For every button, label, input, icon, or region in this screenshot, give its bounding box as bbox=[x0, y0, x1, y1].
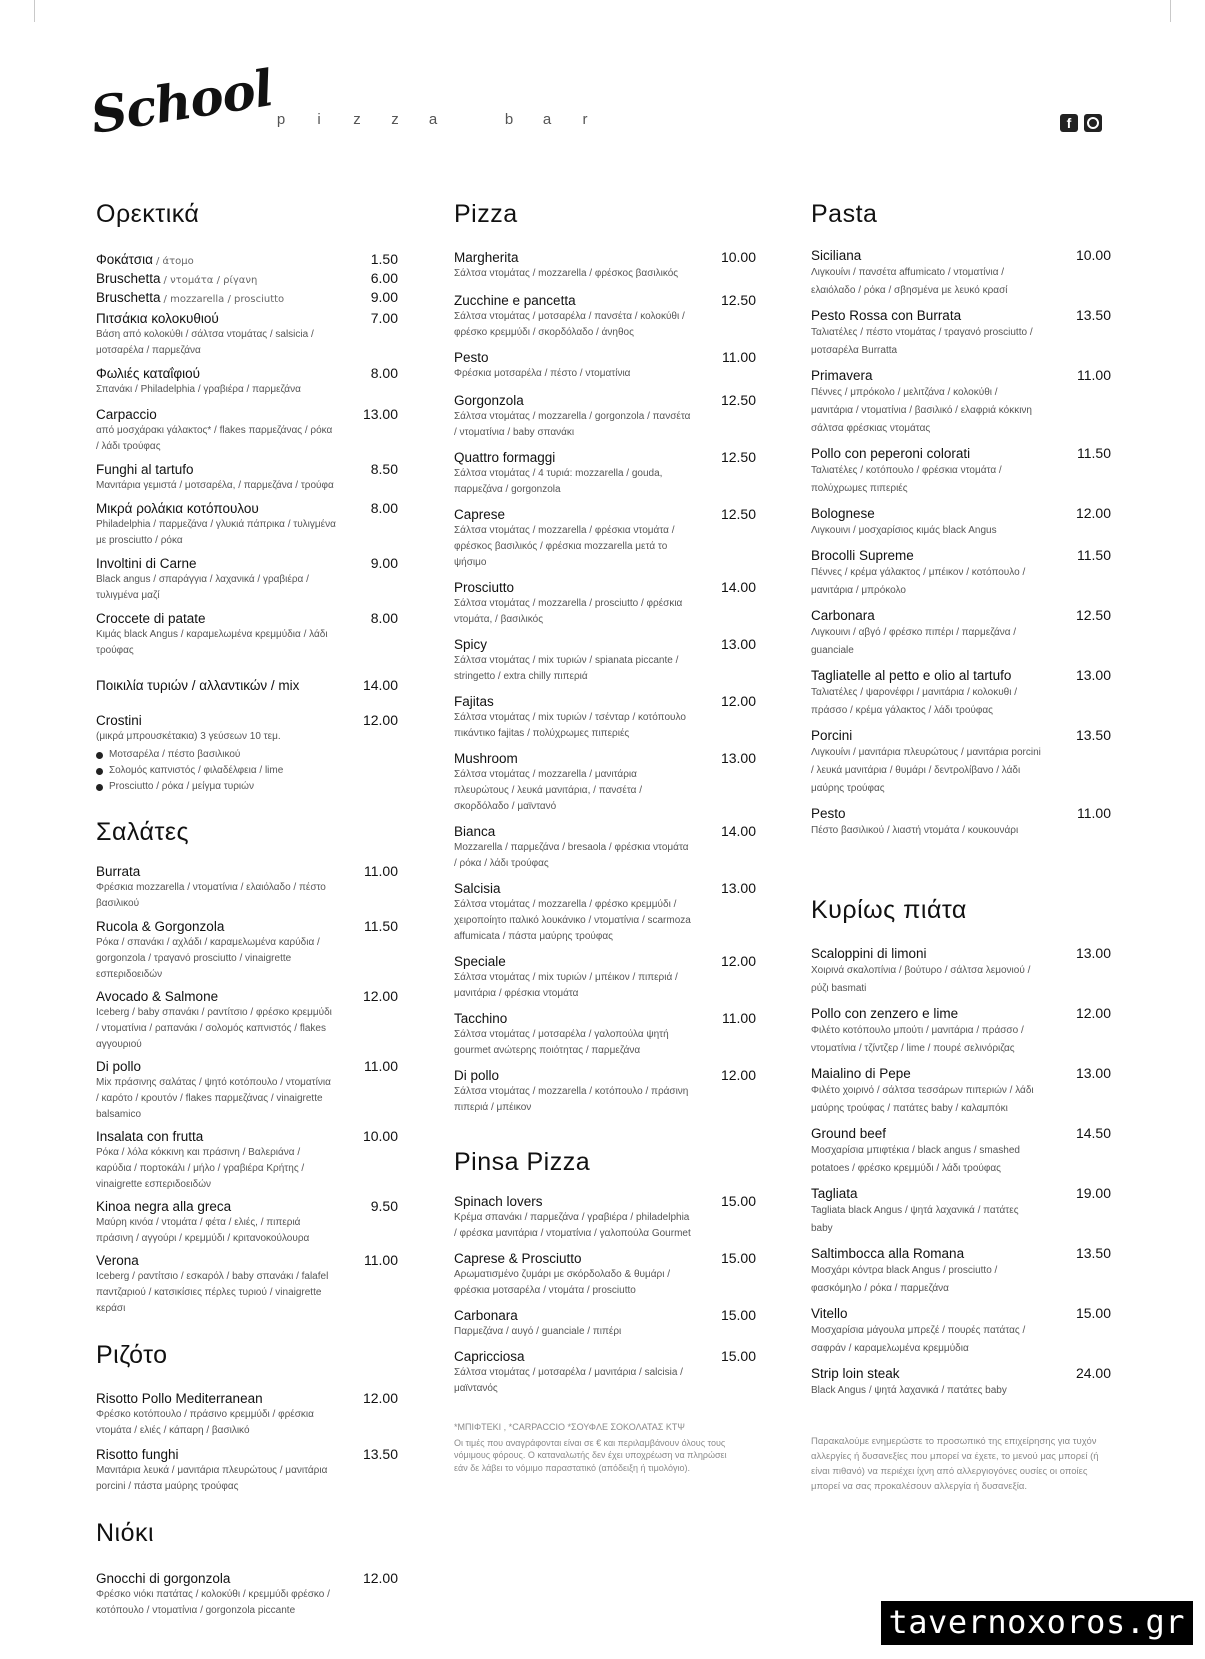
price-note: Οι τιμές που αναγράφονται είναι σε € και περιλαμβάνουν όλους τους νόμιμους φόρους. Ο καταναλωτής δεν έχει υποχρέωση να πληρώσει εάν δε λάβει το νόμιμο παραστατικό (απόδειξη ή τιμολόγιο). bbox=[454, 1437, 727, 1473]
item-name: Bianca bbox=[454, 824, 496, 839]
item-price: 8.50 bbox=[370, 461, 398, 477]
item-price: 19.00 bbox=[1075, 1185, 1111, 1201]
item-description: Σάλτσα ντομάτας / mix τυριών / τσένταρ / κοτόπουλο πικάντικο fajitas / πολύχρωμες πιπεριές bbox=[454, 712, 686, 739]
item-subnote: / άτομο bbox=[155, 256, 194, 267]
frozen-note: *ΜΠΙΦΤΕΚΙ , *CARPACCIO *ΣΟΥΦΛΕ ΣΟΚΟΛΑΤΑΣ ΚΤΨ bbox=[454, 1422, 685, 1432]
item-description: Κιμάς black Angus / καραμελωμένα κρεμμύδια / λάδι τρούφας bbox=[96, 629, 328, 656]
item-price: 12.50 bbox=[720, 506, 756, 522]
menu-item bbox=[811, 605, 1111, 660]
item-name: Carpaccio bbox=[96, 407, 157, 422]
pizza-list bbox=[454, 247, 756, 1116]
item-subnote: / ντομάτα / ρίγανη bbox=[163, 275, 258, 286]
menu-item bbox=[454, 634, 756, 685]
item-price: 8.00 bbox=[370, 500, 398, 516]
menu-item bbox=[96, 404, 398, 455]
item-name: Maialino di Pepe bbox=[811, 1066, 911, 1081]
section-title-salates: Σαλάτες bbox=[96, 818, 190, 846]
item-name: Vitello bbox=[811, 1306, 848, 1321]
menu-item bbox=[96, 1196, 398, 1247]
item-price: 11.00 bbox=[1077, 805, 1111, 821]
item-name: Salcisia bbox=[454, 881, 501, 896]
item-name: Pesto bbox=[811, 806, 846, 821]
item-name: Porcini bbox=[811, 728, 853, 743]
nioki-list bbox=[96, 1568, 398, 1619]
menu-item bbox=[811, 545, 1111, 600]
item-description: Λιγκουινι / μοσχαρίσιος κιμάς black Angus bbox=[811, 525, 997, 536]
item-description: Μαύρη κινόα / ντομάτα / φέτα / ελιές, / πιπεριά πράσινη / αγγούρι / κρεμμύδι / κριτανοκούλουρα bbox=[96, 1217, 310, 1244]
crostini-bullets bbox=[96, 747, 398, 795]
item-description: Philadelphia / παρμεζάνα / γλυκιά πάπρικα / τυλιγμένα με prosciutto / ρόκα bbox=[96, 519, 336, 546]
item-description: Ταλιατέλες / πέστο ντομάτας / τραγανό prosciutto / μοτσαρέλα Burratta bbox=[811, 327, 1033, 356]
item-name: Bolognese bbox=[811, 506, 875, 521]
kyrios-list bbox=[811, 943, 1111, 1400]
column-right bbox=[811, 200, 1111, 1494]
section-title-rizoto: Ριζότο bbox=[96, 1341, 168, 1369]
item-price: 13.50 bbox=[1075, 307, 1111, 323]
menu-item bbox=[811, 305, 1111, 360]
menu-item bbox=[96, 287, 398, 306]
item-price: 12.50 bbox=[720, 392, 756, 408]
item-description: Mozzarella / παρμεζάνα / bresaola / φρέσκια ντομάτα / ρόκα / λάδι τρούφας bbox=[454, 842, 689, 869]
item-description: Ταλιατέλες / ψαρονέφρι / μανιτάρια / κολοκυθι / πράσσο / κρέμα γάλακτος / λάδι τρούφας bbox=[811, 687, 1018, 716]
item-name: Rucola & Gorgonzola bbox=[96, 919, 225, 934]
item-name: Bruschetta bbox=[96, 290, 161, 305]
item-description: Black Angus / ψητά λαχανικά / πατάτες baby bbox=[811, 1385, 1007, 1396]
item-price: 11.00 bbox=[1077, 367, 1111, 383]
column-left bbox=[96, 200, 398, 1624]
crostini-option: Prosciutto / ρόκα / μείγμα τυριών bbox=[96, 779, 398, 795]
item-name: Tagliata bbox=[811, 1186, 858, 1201]
item-description: Φρέσκο κοτόπουλο / πράσινο κρεμμύδι / φρέσκια ντομάτα / ελιές / κάπαρη / βασιλικό bbox=[96, 1409, 314, 1436]
menu-item bbox=[454, 504, 756, 571]
item-name: Pollo con zenzero e lime bbox=[811, 1006, 959, 1021]
item-price: 10.00 bbox=[720, 249, 756, 265]
menu-item bbox=[811, 1123, 1111, 1178]
tagline-letter: p bbox=[276, 111, 286, 128]
item-price: 14.00 bbox=[720, 579, 756, 595]
item-price: 12.00 bbox=[720, 693, 756, 709]
item-name: Funghi al tartufo bbox=[96, 462, 194, 477]
menu-item bbox=[811, 725, 1111, 798]
menu-item bbox=[96, 308, 398, 359]
item-name: Strip loin steak bbox=[811, 1366, 900, 1381]
menu-item bbox=[811, 1063, 1111, 1118]
menu-item bbox=[454, 347, 756, 382]
item-price: 11.50 bbox=[364, 918, 398, 934]
item-price: 15.00 bbox=[720, 1307, 756, 1323]
crop-mark bbox=[1170, 0, 1171, 22]
menu-item bbox=[96, 1126, 398, 1193]
item-name: Primavera bbox=[811, 368, 873, 383]
menu-item bbox=[96, 710, 398, 745]
item-name: Di pollo bbox=[454, 1068, 500, 1083]
menu-item bbox=[454, 1008, 756, 1059]
menu-item bbox=[811, 1003, 1111, 1058]
item-price: 12.00 bbox=[362, 1570, 398, 1586]
menu-item bbox=[96, 268, 398, 287]
item-price: 13.00 bbox=[720, 750, 756, 766]
menu-item bbox=[811, 503, 1111, 540]
menu-item bbox=[454, 247, 756, 282]
item-price: 12.50 bbox=[720, 292, 756, 308]
menu-item bbox=[811, 443, 1111, 498]
section-title-orektika: Ορεκτικά bbox=[96, 200, 200, 228]
item-price: 11.00 bbox=[364, 1252, 398, 1268]
menu-item bbox=[811, 1183, 1111, 1238]
menu-item bbox=[454, 691, 756, 742]
item-description: Σάλτσα ντομάτας / mozzarella / φρέσκος βασιλικός bbox=[454, 268, 679, 279]
watermark: tavernoxoros.gr bbox=[881, 1601, 1193, 1645]
tagline-letter: z bbox=[391, 111, 399, 128]
item-description: Ταλιατέλες / κοτόπουλο / φρέσκια ντομάτα / πολύχρωμες πιπεριές bbox=[811, 465, 1002, 494]
item-name: Avocado & Salmone bbox=[96, 989, 219, 1004]
item-description: Μοσχάρι κόντρα black Angus / prosciutto / φασκόμηλο / ρόκα / παρμεζάνα bbox=[811, 1265, 998, 1294]
item-description: Φρέσκια mozzarella / ντοματίνια / ελαιόλαδο / πέστο βασιλικού bbox=[96, 882, 326, 909]
menu-item bbox=[96, 675, 398, 694]
item-name: Speciale bbox=[454, 954, 506, 969]
item-description: Βάση από κολοκύθι / σάλτσα ντομάτας / salsicia / μοτσαρέλα / παρμεζάνα bbox=[96, 329, 314, 356]
item-name: Ground beef bbox=[811, 1126, 887, 1141]
item-description: Φρέσκο νιόκι πατάτας / κολοκύθι / κρεμμύδι φρέσκο / κοτόπουλο / ντοματίνια / gorgonzola piccante bbox=[96, 1589, 330, 1616]
item-price: 11.50 bbox=[1077, 445, 1111, 461]
column-middle bbox=[454, 200, 756, 1474]
menu-item bbox=[96, 1250, 398, 1317]
item-name: Bruschetta bbox=[96, 271, 161, 286]
crostini-option: Σολομός καπνιστός / φιλαδέλφεια / lime bbox=[96, 763, 398, 779]
item-price: 12.00 bbox=[362, 988, 398, 1004]
item-price: 11.50 bbox=[1077, 547, 1111, 563]
menu-item bbox=[454, 390, 756, 441]
menu-item bbox=[454, 821, 756, 872]
menu-item bbox=[454, 1305, 756, 1340]
item-description: Iceberg / baby σπανάκι / ραντίτσιο / φρέσκο κρεμμύδι / ντοματίνια / ραπανάκι / σολομός καπνιστός / flakes αγγουριού bbox=[96, 1007, 332, 1050]
section-title-pasta: Pasta bbox=[811, 200, 878, 228]
tagline-letter: r bbox=[582, 111, 588, 128]
salates-list bbox=[96, 861, 398, 1317]
tagline-letter: a bbox=[428, 111, 438, 128]
item-price: 10.00 bbox=[1075, 247, 1111, 263]
menu-item bbox=[96, 459, 398, 494]
tagline-letter: i bbox=[317, 111, 321, 128]
item-description: Iceberg / ραντίτσιο / εσκαρόλ / baby σπανάκι / falafel παντζαριού / κατσικίσιες πέρλες τυριού / vinaigrette κεράσι bbox=[96, 1271, 329, 1314]
item-price: 1.50 bbox=[370, 251, 398, 267]
facebook-icon[interactable]: f bbox=[1060, 114, 1078, 132]
item-description: Φιλέτο κοτόπουλο μπούτι / μανιτάρια / πράσσο / ντοματίνια / τζίντζερ / lime / πουρέ σελινόριζας bbox=[811, 1025, 1024, 1054]
item-name: Quattro formaggi bbox=[454, 450, 556, 465]
menu-item bbox=[811, 803, 1111, 840]
item-name: Πιτσάκια κολοκυθιού bbox=[96, 311, 219, 326]
item-description: Σάλτσα ντομάτας / mozzarella / gorgonzola / πανσέτα / ντοματίνια / baby σπανάκι bbox=[454, 411, 691, 438]
item-price: 14.00 bbox=[720, 823, 756, 839]
item-description: Σάλτσα ντομάτας / 4 τυριά: mozzarella / gouda, παρμεζάνα / gorgonzola bbox=[454, 468, 663, 495]
item-price: 11.00 bbox=[364, 863, 398, 879]
item-subnote: / mozzarella / prosciutto bbox=[163, 294, 285, 305]
item-price: 12.00 bbox=[362, 712, 398, 728]
menu-item bbox=[811, 1303, 1111, 1358]
item-price: 24.00 bbox=[1075, 1365, 1111, 1381]
item-description: Σάλτσα ντομάτας / mix τυριών / μπέικον / πιπεριά / μανιτάρια / φρέσκια ντομάτα bbox=[454, 972, 678, 999]
item-description: Mix πράσινης σαλάτας / ψητό κοτόπουλο / ντοματίνια / καρότο / κρουτόν / flakes παρμεζάνας / vinaigrette balsamico bbox=[96, 1077, 331, 1120]
item-description: Λιγκουίνι / μανιτάρια πλευρώτους / μανιτάρια porcini / λευκά μανιτάρια / θυμάρι / δεντρολίβανο / λάδι μαύρης τρούφας bbox=[811, 747, 1041, 794]
tagline-letter: a bbox=[542, 111, 552, 128]
menu-item bbox=[811, 943, 1111, 998]
tagline-letter bbox=[452, 111, 490, 128]
item-price: 8.00 bbox=[370, 365, 398, 381]
item-description: Ρόκα / σπανάκι / αχλάδι / καραμελωμένα καρύδια / gorgonzola / τραγανό prosciutto / vinaigrette εσπεριδοειδών bbox=[96, 937, 320, 980]
item-name: Verona bbox=[96, 1253, 139, 1268]
item-description: Μανιτάρια γεμιστά / μοτσαρέλα, / παρμεζάνα / τρούφα bbox=[96, 480, 334, 491]
pasta-list bbox=[811, 245, 1111, 840]
menu-item bbox=[454, 1346, 756, 1397]
item-price: 12.50 bbox=[720, 449, 756, 465]
menu-item bbox=[96, 861, 398, 912]
menu-item bbox=[454, 951, 756, 1002]
item-name: Ποικιλία τυριών / αλλαντικών / mix bbox=[96, 678, 300, 693]
item-description: Λιγκουινι / αβγό / φρέσκο πιπέρι / παρμεζάνα / guanciale bbox=[811, 627, 1017, 656]
menu-item bbox=[96, 1444, 398, 1495]
item-description: Πέννες / μπρόκολο / μελιτζάνα / κολοκύθι / μανιτάρια / ντοματίνια / βασιλικό / ελαφριά κόκκινη σάλτσα φρέσκιας ντομάτας bbox=[811, 387, 1032, 434]
item-name: Gnocchi di gorgonzola bbox=[96, 1571, 231, 1586]
item-name: Insalata con frutta bbox=[96, 1129, 204, 1144]
tagline-letter: b bbox=[504, 111, 514, 128]
item-name: Caprese & Prosciutto bbox=[454, 1251, 582, 1266]
item-name: Μικρά ρολάκια κοτόπουλου bbox=[96, 501, 259, 516]
menu-item bbox=[96, 553, 398, 604]
menu-item bbox=[454, 577, 756, 628]
item-price: 13.00 bbox=[1075, 667, 1111, 683]
item-price: 12.00 bbox=[1075, 505, 1111, 521]
item-name: Di pollo bbox=[96, 1059, 142, 1074]
item-name: Kinoa negra alla greca bbox=[96, 1199, 232, 1214]
menu-item bbox=[96, 498, 398, 549]
item-description: Κρέμα σπανάκι / παρμεζάνα / γραβιέρα / philadelphia / φρέσκα μανιτάρια / ντοματίνια / γαλοπούλα Gourmet bbox=[454, 1212, 691, 1239]
item-name: Scaloppini di limoni bbox=[811, 946, 927, 961]
item-price: 13.00 bbox=[1075, 945, 1111, 961]
section-title-nioki: Νιόκι bbox=[96, 1519, 155, 1547]
item-name: Carbonara bbox=[811, 608, 875, 623]
item-price: 9.50 bbox=[370, 1198, 398, 1214]
menu-item bbox=[96, 1056, 398, 1123]
item-description: Μοσχαρίσια μπιφτέκια / black angus / smashed potatoes / φρέσκο κρεμμύδι / λάδι τρούφας bbox=[811, 1145, 1020, 1174]
item-description: Πέννες / κρέμα γάλακτος / μπέικον / κοτόπουλο / μανιτάρια / μπρόκολο bbox=[811, 567, 1026, 596]
item-name: Risotto Pollo Mediterranean bbox=[96, 1391, 263, 1406]
menu-item bbox=[96, 363, 398, 398]
item-name: Brocolli Supreme bbox=[811, 548, 914, 563]
item-price: 10.00 bbox=[362, 1128, 398, 1144]
item-name: Croccete di patate bbox=[96, 611, 206, 626]
item-name: Capricciosa bbox=[454, 1349, 525, 1364]
item-description: Σάλτσα ντομάτας / mix τυριών / spianata piccante / stringetto / extra chilly πιπεριά bbox=[454, 655, 679, 682]
item-price: 13.00 bbox=[362, 406, 398, 422]
menu-item bbox=[96, 1568, 398, 1619]
item-price: 7.00 bbox=[370, 310, 398, 326]
item-description: Πέστο βασιλικού / λιαστή ντομάτα / κουκουνάρι bbox=[811, 825, 1019, 836]
item-name: Caprese bbox=[454, 507, 506, 522]
item-name: Siciliana bbox=[811, 248, 862, 263]
item-description: Φρέσκια μοτσαρέλα / πέστο / ντοματίνια bbox=[454, 368, 631, 379]
item-price: 14.00 bbox=[362, 677, 398, 693]
section-title-kyrios: Κυρίως πιάτα bbox=[811, 896, 967, 924]
brand-logo bbox=[86, 58, 279, 166]
item-description: Σάλτσα ντομάτας / mozzarella / μανιτάρια πλευρώτους / λευκά μανιτάρια, / πανσέτα / σκορδόλαδο / μαϊντανό bbox=[454, 769, 643, 812]
item-name: Prosciutto bbox=[454, 580, 515, 595]
item-name: Pesto bbox=[454, 350, 489, 365]
item-price: 12.00 bbox=[362, 1390, 398, 1406]
item-price: 11.00 bbox=[722, 1010, 756, 1026]
item-price: 11.00 bbox=[364, 1058, 398, 1074]
menu-item bbox=[454, 290, 756, 341]
item-price: 13.00 bbox=[720, 880, 756, 896]
item-price: 11.00 bbox=[722, 349, 756, 365]
item-price: 15.00 bbox=[720, 1193, 756, 1209]
item-price: 13.00 bbox=[720, 636, 756, 652]
menu-item bbox=[454, 1065, 756, 1116]
rizoto-list bbox=[96, 1388, 398, 1495]
item-name: Pesto Rossa con Burrata bbox=[811, 308, 962, 323]
section-title-pinsa: Pinsa Pizza bbox=[454, 1148, 591, 1176]
pinsa-list bbox=[454, 1191, 756, 1397]
section-title-pizza: Pizza bbox=[454, 200, 518, 228]
item-description: Σάλτσα ντομάτας / mozzarella / φρέσκο κρεμμύδι / χειροποίητο ιταλικό λουκάνικο / ντοματίνια / scarmoza affumicata / πάστα μαύρης τρούφας bbox=[454, 899, 691, 942]
menu-item bbox=[96, 249, 398, 268]
item-price: 15.00 bbox=[1075, 1305, 1111, 1321]
item-name: Carbonara bbox=[454, 1308, 518, 1323]
menu-item bbox=[811, 365, 1111, 438]
item-description: Μοσχαρίσια μάγουλα μπρεζέ / πουρές πατάτας / σαφράν / καραμελωμένα κρεμμύδια bbox=[811, 1325, 1026, 1354]
item-price: 9.00 bbox=[370, 555, 398, 571]
item-name: Spinach lovers bbox=[454, 1194, 543, 1209]
item-description: (μικρά μπρουσκέτακια) 3 γεύσεων 10 τεμ. bbox=[96, 731, 281, 742]
item-price: 13.00 bbox=[1075, 1065, 1111, 1081]
item-name: Margherita bbox=[454, 250, 519, 265]
menu-item bbox=[96, 986, 398, 1053]
item-description: Σάλτσα ντομάτας / mozzarella / φρέσκια ντομάτα / φρέσκος βασιλικός / φρέσκια mozzarella μετά το ψήσιμο bbox=[454, 525, 675, 568]
menu-item bbox=[96, 916, 398, 983]
item-description: Χοιρινά σκαλοπίνια / βούτυρο / σάλτσα λεμονιού / ρύζι basmati bbox=[811, 965, 1031, 994]
item-price: 12.00 bbox=[720, 1067, 756, 1083]
menu-item bbox=[454, 447, 756, 498]
item-price: 15.00 bbox=[720, 1348, 756, 1364]
item-price: 9.00 bbox=[370, 289, 398, 305]
item-price: 14.50 bbox=[1075, 1125, 1111, 1141]
menu-item bbox=[811, 1243, 1111, 1298]
item-name: Zucchine e pancetta bbox=[454, 293, 576, 308]
menu-item bbox=[454, 1191, 756, 1242]
instagram-icon[interactable] bbox=[1084, 114, 1102, 132]
item-name: Mushroom bbox=[454, 751, 518, 766]
item-price: 12.00 bbox=[1075, 1005, 1111, 1021]
item-description: Μανιτάρια λευκά / μανιτάρια πλευρώτους / μανιτάρια porcini / πάστα μαύρης τρούφας bbox=[96, 1465, 328, 1492]
item-name: Crostini bbox=[96, 713, 142, 728]
item-price: 13.50 bbox=[1075, 1245, 1111, 1261]
item-name: Fajitas bbox=[454, 694, 494, 709]
item-name: Tagliatelle al petto e olio al tartufo bbox=[811, 668, 1012, 683]
item-description: Σάλτσα ντομάτας / μοτσαρέλα / πανσέτα / κολοκύθι / φρέσκο κρεμμύδι / σκορδόλαδο / άνηθος bbox=[454, 311, 685, 338]
tagline-letter: z bbox=[353, 111, 361, 128]
item-description: Φιλέτο χοιρινό / σάλτσα τεσσάρων πιπεριών / λάδι μαύρης τρούφας / πατάτες baby / καλαμπόκι bbox=[811, 1085, 1034, 1114]
item-description: Tagliata black Angus / ψητά λαχανικά / πατάτες baby bbox=[811, 1205, 1019, 1234]
menu-item bbox=[454, 1248, 756, 1299]
menu-item bbox=[454, 878, 756, 945]
item-name: Involtini di Carne bbox=[96, 556, 197, 571]
item-price: 8.00 bbox=[370, 610, 398, 626]
menu-item bbox=[811, 245, 1111, 300]
item-name: Spicy bbox=[454, 637, 488, 652]
item-description: Ρόκα / λόλα κόκκινη και πράσινη / Βαλεριάνα / καρύδια / πορτοκάλι / μήλο / γραβιέρα Κρήτης / vinaigrette εσπεριδοειδών bbox=[96, 1147, 305, 1190]
item-description: από μοσχάρακι γάλακτος* / flakes παρμεζάνας / ρόκα / λάδι τρούφας bbox=[96, 425, 333, 452]
item-description: Παρμεζάνα / αυγό / guanciale / πιπέρι bbox=[454, 1326, 622, 1337]
item-name: Gorgonzola bbox=[454, 393, 524, 408]
tagline bbox=[262, 111, 604, 128]
item-price: 12.50 bbox=[1075, 607, 1111, 623]
item-description: Σάλτσα ντομάτας / μοτσαρέλα / γαλοπούλα ψητή gourmet ανώτερης ποιότητας / παρμεζάνα bbox=[454, 1029, 669, 1056]
menu-item bbox=[811, 665, 1111, 720]
item-name: Tacchino bbox=[454, 1011, 508, 1026]
item-description: Σπανάκι / Philadelphia / γραβιέρα / παρμεζάνα bbox=[96, 384, 301, 395]
item-description: Black angus / σπαράγγια / λαχανικά / γραβιέρα / τυλιγμένα μαζί bbox=[96, 574, 309, 601]
item-name: Φωλιές καταΐφιού bbox=[96, 366, 201, 381]
menu-item bbox=[96, 1388, 398, 1439]
crostini-option: Μοτσαρέλα / πέστο βασιλικού bbox=[96, 747, 398, 763]
item-description: Λιγκουίνι / πανσέτα affumicato / ντοματίνια / ελαιόλαδο / ρόκα / σβησμένα με λευκό κρασί bbox=[811, 267, 1008, 296]
item-name: Burrata bbox=[96, 864, 141, 879]
item-price: 13.50 bbox=[362, 1446, 398, 1462]
social-links bbox=[1060, 114, 1102, 132]
item-price: 6.00 bbox=[370, 270, 398, 286]
menu-item bbox=[811, 1363, 1111, 1400]
allergy-note: Παρακαλούμε ενημερώστε το προσωπικό της επιχείρησης για τυχόν αλλεργίες ή δυσανεξίες που μπορεί να έχετε, το μενού μας μπορεί (ή είναι πιθανό) να περιέχει ίχνη από αλλεργιογόνες ουσίες οι οποίες μπορεί να σας προκαλέσουν αλλεργία ή δυσανεξία. bbox=[811, 1436, 1099, 1492]
menu-item bbox=[454, 748, 756, 815]
item-price: 12.00 bbox=[720, 953, 756, 969]
item-description: Αρωματισμένο ζυμάρι με σκόρδολαδο & θυμάρι / φρέσκια μοτσαρέλα / ντομάτα / prosciutto bbox=[454, 1269, 670, 1296]
item-description: Σάλτσα ντομάτας / mozzarella / prosciutto / φρέσκια ντομάτα, / βασιλικός bbox=[454, 598, 683, 625]
orektika-list bbox=[96, 249, 398, 745]
item-price: 15.00 bbox=[720, 1250, 756, 1266]
item-name: Φοκάτσια bbox=[96, 252, 153, 267]
item-name: Saltimbocca alla Romana bbox=[811, 1246, 965, 1261]
item-price: 13.50 bbox=[1075, 727, 1111, 743]
crop-mark bbox=[34, 0, 35, 22]
item-name: Risotto funghi bbox=[96, 1447, 179, 1462]
menu-item bbox=[96, 608, 398, 659]
item-description: Σάλτσα ντομάτας / μοτσαρέλα / μανιτάρια / salcisia / μαϊντανός bbox=[454, 1367, 683, 1394]
logo-text: School bbox=[86, 58, 277, 145]
item-description: Σάλτσα ντομάτας / mozzarella / κοτόπουλο / πράσινη πιπεριά / μπέικον bbox=[454, 1086, 689, 1113]
item-name: Pollo con peperoni colorati bbox=[811, 446, 971, 461]
